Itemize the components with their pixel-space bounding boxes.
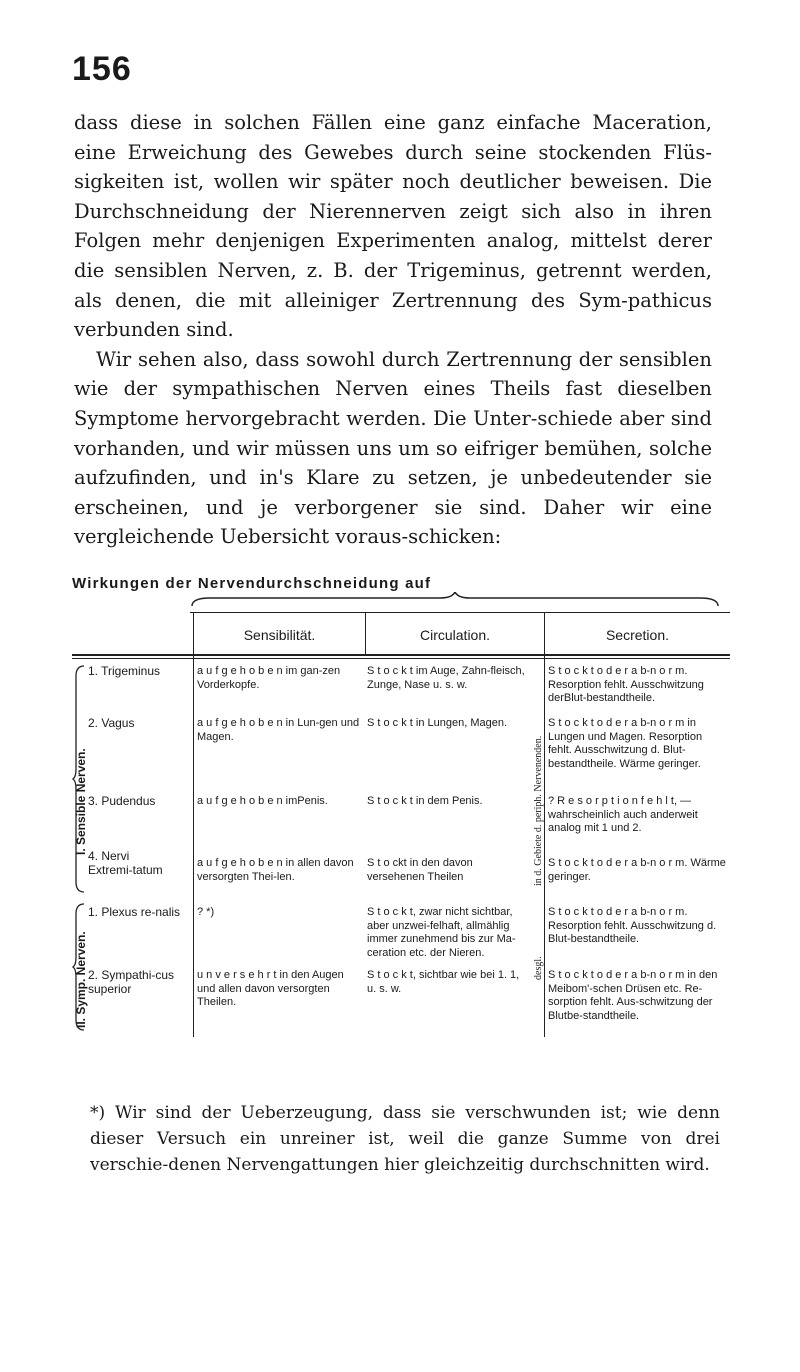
secr-nervi-extremitatum: S t o c k t o d e r a b-n o r m. Wärme geringer. xyxy=(548,857,726,883)
table-top-rule xyxy=(190,612,730,613)
sens-trigeminus: a u f g e h o b e n im gan-zen Vorderkopfe. xyxy=(197,665,341,691)
header-circulation: Circulation. xyxy=(419,627,491,643)
circ-plexus-renalis: S t o c k t, zwar nicht sichtbar, aber unzwei-felhaft, allmählig immer zunehmend bis zur Ma-ceration etc. der Nieren. xyxy=(367,906,516,959)
secr-vagus: S t o c k t o d e r a b-n o r m in Lungen und Magen. Resorption fehlt. Ausschwitzung d. Blut-bestandtheile. Wärme geringer. xyxy=(548,717,703,770)
row-label-pudendus: 3. Pudendus xyxy=(88,794,156,808)
row-label-nervi-extremitatum: 4. Nervi Extremi-tatum xyxy=(88,849,163,877)
sens-vagus: a u f g e h o b e n in Lun-gen und Magen. xyxy=(197,717,360,743)
header-secretion: Secretion. xyxy=(605,627,670,643)
row-label-trigeminus: 1. Trigeminus xyxy=(88,664,161,678)
secr-sympathicus-superior: S t o c k t o d e r a b-n o r m in den Meibom'-schen Drüsen etc. Re-sorption fehlt. Aus-schwitzung der Blutbe-standtheile. xyxy=(548,969,718,1022)
circ-pudendus: S t o c k t in dem Penis. xyxy=(367,795,483,807)
secr-pudendus: ? R e s o r p t i o n f e h l t, — wahrscheinlich auch anderweit analog mit 1 und 2. xyxy=(548,795,698,834)
header-sensibilitaet: Sensibilität. xyxy=(243,627,316,643)
header-brace xyxy=(190,592,720,608)
paragraph-1: dass diese in solchen Fällen eine ganz einfache Maceration, eine Erweichung des Gewebes durch seine stockenden Flüs-sigkeiten ist, wollen wir später noch deutlicher beweisen. Die Durchschneidung der Nierennerven zeigt sich also in ihren Folgen mehr denjenigen Experimenten analog, mittelst derer die sensiblen Nerven, z. B. der Trigeminus, getrennt werden, als denen, die mit alleiniger Zertrennung des Sym-pathicus verbunden sind. xyxy=(74,111,712,342)
col-divider-1 xyxy=(193,612,194,1037)
body-text xyxy=(74,108,712,552)
footnote xyxy=(90,1100,720,1178)
row-label-vagus: 2. Vagus xyxy=(88,716,135,730)
footnote-text: *) Wir sind der Ueberzeugung, dass sie verschwunden ist; wie denn dieser Versuch ein unreiner ist, weil die ganze Summe von drei verschie-denen Nervengattungen hier gleichzeitig durchschnitten wird. xyxy=(90,1103,720,1175)
sens-plexus-renalis: ? *) xyxy=(197,906,215,918)
row-label-sympathicus-superior: 2. Sympathi-cus superior xyxy=(88,968,175,996)
circ-sympathicus-superior: S t o c k t, sichtbar wie bei 1. 1, u. s. w. xyxy=(367,969,520,995)
paragraph-2: Wir sehen also, dass sowohl durch Zertrennung der sensiblen wie der sympathischen Nerven eines Theils fast dieselben Symptome hervorgebracht werden. Die Unter-schiede aber sind vorhanden, und wir müssen uns um so eifriger bemühen, solche aufzufinden, und in's Klare zu setzen, je unbedeutender sie erscheinen, und je verborgener sie sind. Daher wir eine vergleichende Uebersicht voraus-schicken: xyxy=(74,347,712,549)
group-label-sensible: I. Sensible Nerven. xyxy=(74,748,88,855)
page-number: 156 xyxy=(72,50,132,88)
table-header-rule-2 xyxy=(72,658,730,659)
col-divider-3 xyxy=(544,612,545,1037)
circ-vagus: S t o c k t in Lungen, Magen. xyxy=(367,717,508,729)
circulation-vertical-label-2: desgl. xyxy=(533,956,544,980)
secr-trigeminus: S t o c k t o d e r a b-n o r m. Resorption fehlt. Ausschwitzung derBlut-bestandtheile. xyxy=(548,665,704,704)
circ-trigeminus: S t o c k t im Auge, Zahn-fleisch, Zunge, Nase u. s. w. xyxy=(367,665,525,691)
circ-nervi-extremitatum: S t o ckt in den davon versehenen Theilen xyxy=(367,857,473,883)
table-header-rule xyxy=(72,654,730,656)
group-label-symp: II. Symp. Nerven. xyxy=(74,931,88,1028)
sens-pudendus: a u f g e h o b e n imPenis. xyxy=(197,795,328,807)
sens-nervi-extremitatum: a u f g e h o b e n in allen davon versorgten Thei-len. xyxy=(197,857,354,883)
circulation-vertical-label-1: in d. Gebiete d. periph. Nervenenden. xyxy=(533,735,544,886)
sens-sympathicus-superior: u n v e r s e h r t in den Augen und allen davon versorgten Theilen. xyxy=(197,969,344,1008)
table-title: Wirkungen der Nervendurchschneidung auf xyxy=(72,575,432,592)
secr-plexus-renalis: S t o c k t o d e r a b-n o r m. Resorption fehlt. Ausschwitzung d. Blut-bestandtheile. xyxy=(548,906,717,945)
row-label-plexus-renalis: 1. Plexus re-nalis xyxy=(88,905,181,919)
